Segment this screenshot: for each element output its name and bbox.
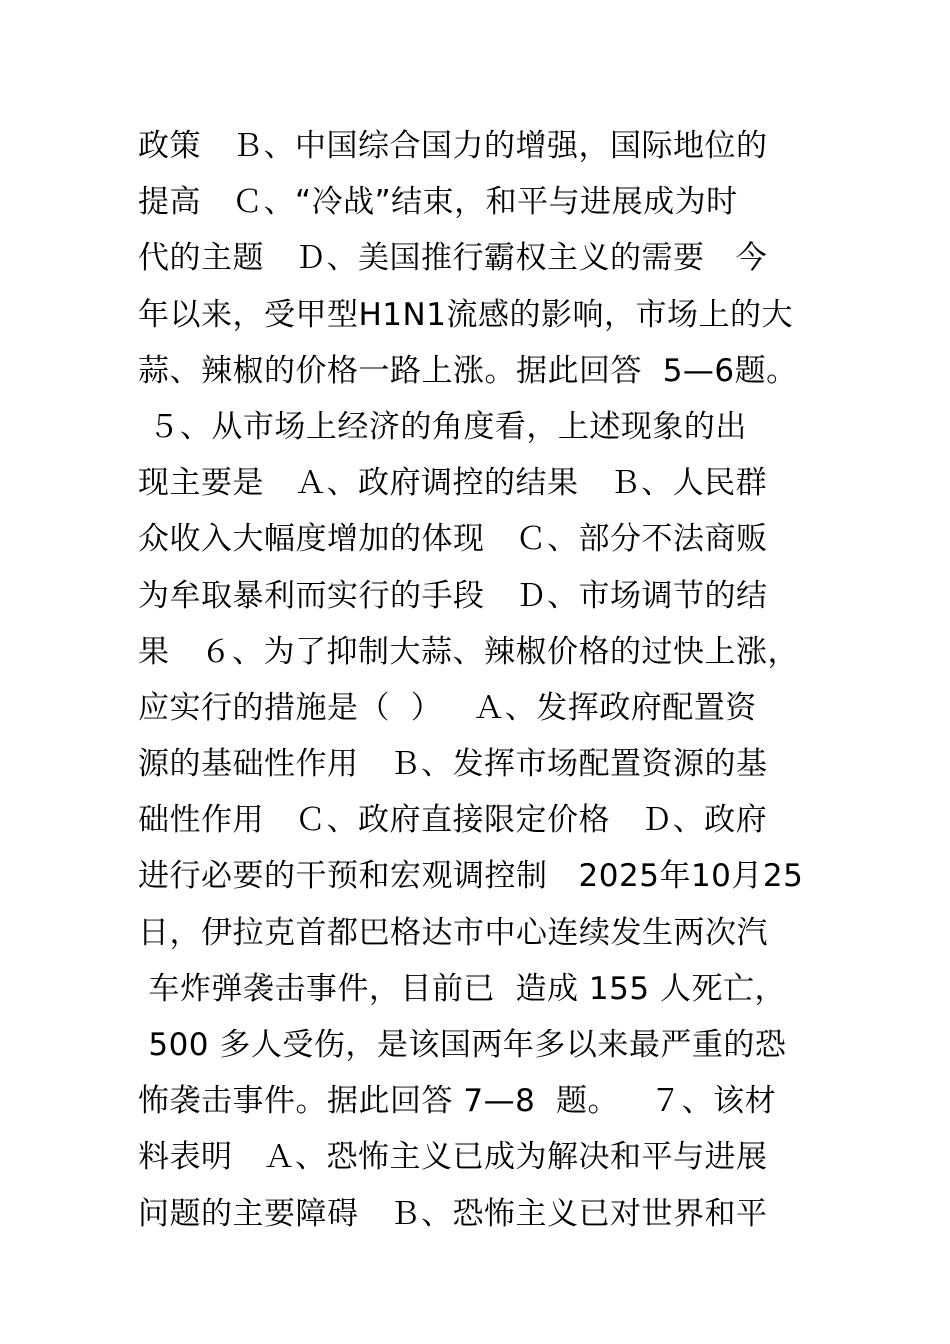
text-line-12: 源的基础性作用 Ｂ、发挥市场配置资源的基 xyxy=(138,746,768,783)
text-line-16: 车炸弹袭击事件，目前已 造成 155 人死亡， xyxy=(138,970,786,1007)
text-line-10: 果 ６、为了抑制大蒜、辣椒价格的过快上涨， xyxy=(138,633,800,670)
text-line-1: 政策 Ｂ、中国综合国力的增强，国际地位的 xyxy=(138,128,768,164)
text-line-14: 进行必要的干预和宏观调控制 2025年10月25 xyxy=(138,858,804,895)
text-line-17: 500 多人受伤，是该国两年多以来最严重的恐 xyxy=(138,1027,787,1063)
text-line-18: 怖袭击事件。据此回答 7—8 题。 ７、该材 xyxy=(138,1083,777,1120)
body-text xyxy=(138,118,838,1242)
text-line-20: 问题的主要障碍 Ｂ、恐怖主义已对世界和平 xyxy=(138,1195,768,1232)
text-line-13: 础性作用 Ｃ、政府直接限定价格 Ｄ、政府 xyxy=(138,802,768,839)
text-line-11: 应实行的措施是（ ） Ａ、发挥政府配置资 xyxy=(138,689,757,726)
text-line-2: 提高 Ｃ、“冷战”结束，和平与进展成为时 xyxy=(138,184,738,221)
text-line-5: 蒜、辣椒的价格一路上涨。据此回答 5—6题。 xyxy=(138,352,798,389)
text-line-15: 日，伊拉克首都巴格达市中心连续发生两次汽 xyxy=(138,914,768,951)
text-line-7: 现主要是 Ａ、政府调控的结果 Ｂ、人民群 xyxy=(138,465,768,502)
text-line-3: 代的主题 Ｄ、美国推行霸权主义的需要 今 xyxy=(138,240,768,277)
text-line-9: 为牟取暴利而实行的手段 Ｄ、市场调节的结 xyxy=(138,577,768,614)
text-line-4: 年以来，受甲型H1N1流感的影响，市场上的大 xyxy=(138,296,793,333)
text-line-19: 料表明 Ａ、恐怖主义已成为解决和平与进展 xyxy=(138,1139,768,1176)
text-line-8: 众收入大幅度增加的体现 Ｃ、部分不法商贩 xyxy=(138,521,768,558)
text-line-6: ５、从市场上经济的角度看，上述现象的出 xyxy=(138,408,747,445)
